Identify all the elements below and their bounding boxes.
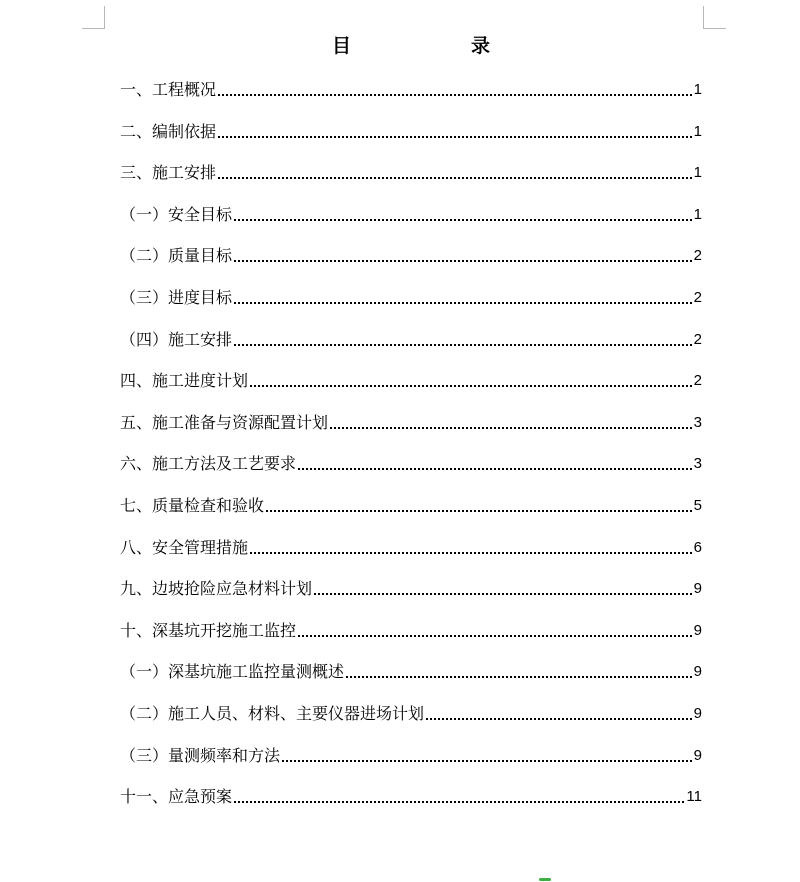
toc-dot-leader — [298, 468, 692, 470]
top-left-margin-mark — [82, 6, 105, 29]
toc-dot-leader — [234, 302, 692, 304]
toc-entry-title: （一）深基坑施工监控量测概述 — [120, 662, 345, 682]
toc-entry[interactable] — [120, 452, 702, 476]
toc-entry[interactable] — [120, 328, 702, 352]
toc-entry-page-number: 9 — [693, 705, 702, 722]
toc-entry-title: 二、编制依据 — [120, 121, 217, 141]
toc-entry[interactable] — [120, 161, 702, 185]
toc-entry-page-number: 3 — [693, 455, 702, 473]
toc-entry-page-number: 2 — [693, 289, 702, 306]
toc-entry[interactable] — [120, 369, 702, 393]
toc-entry[interactable] — [120, 536, 702, 560]
toc-entry[interactable] — [120, 286, 702, 310]
toc-entry[interactable] — [120, 744, 702, 768]
toc-dot-leader — [314, 593, 692, 595]
toc-entry-page-number: 11 — [686, 788, 702, 806]
toc-entry-title: （一）安全目标 — [120, 204, 233, 224]
toc-entry[interactable] — [120, 660, 702, 684]
toc-entry-page-number: 3 — [693, 413, 702, 431]
toc-entry-page-number: 2 — [693, 330, 702, 348]
toc-entry-title: （三）量测频率和方法 — [120, 745, 281, 765]
toc-entry-page-number: 9 — [693, 663, 702, 681]
toc-entry[interactable] — [120, 244, 702, 268]
top-right-margin-mark — [703, 6, 726, 29]
toc-entry[interactable] — [120, 785, 702, 809]
toc-entry-title: 九、边坡抢险应急材料计划 — [120, 579, 313, 599]
toc-dot-leader — [218, 136, 692, 138]
toc-entry-page-number: 5 — [693, 497, 702, 514]
toc-entry[interactable] — [120, 120, 702, 144]
toc-dot-leader — [234, 260, 692, 262]
toc-entry-page-number: 1 — [693, 81, 702, 98]
toc-entry[interactable] — [120, 619, 702, 643]
toc-dot-leader — [234, 344, 692, 346]
toc-entry-title: （二）质量目标 — [120, 246, 233, 266]
toc-dot-leader — [218, 94, 692, 96]
toc-entry-title: （二）施工人员、材料、主要仪器进场计划 — [120, 704, 425, 723]
toc-entry-page-number: 6 — [693, 538, 702, 556]
toc-dot-leader — [234, 219, 692, 221]
toc-entry-page-number: 1 — [693, 164, 702, 182]
toc-entry[interactable] — [120, 203, 702, 227]
toc-entry-page-number: 2 — [693, 372, 702, 390]
toc-entry-title: 十一、应急预案 — [120, 787, 233, 807]
toc-entry[interactable] — [120, 702, 702, 726]
toc-dot-leader — [218, 177, 692, 179]
toc-title — [120, 30, 702, 58]
toc-entry[interactable] — [120, 577, 702, 601]
toc-entry-title: 八、安全管理措施 — [120, 537, 249, 557]
toc-entry[interactable] — [120, 78, 702, 102]
toc-entry-title: 一、工程概况 — [120, 80, 217, 99]
toc-entry-title: 七、质量检查和验收 — [120, 496, 265, 515]
toc-entry-title: （三）进度目标 — [120, 288, 233, 307]
toc-entry[interactable] — [120, 411, 702, 435]
toc-entry-page-number: 1 — [693, 205, 702, 223]
cursor-marker — [539, 878, 551, 881]
toc-dot-leader — [330, 427, 692, 429]
toc-dot-leader — [298, 635, 692, 637]
toc-dot-leader — [250, 385, 692, 387]
toc-entry-title: 四、施工进度计划 — [120, 371, 249, 391]
toc-entry-title: 六、施工方法及工艺要求 — [120, 454, 297, 474]
toc-entry-page-number: 9 — [693, 621, 702, 639]
toc-dot-leader — [266, 510, 692, 512]
toc-dot-leader — [346, 676, 692, 678]
toc-title-char-2: 录 — [471, 34, 491, 57]
toc-entry-title: 五、施工准备与资源配置计划 — [120, 412, 329, 432]
toc-dot-leader — [250, 552, 692, 554]
toc-entry-title: （四）施工安排 — [120, 329, 233, 349]
toc-entry-title: 十、深基坑开挖施工监控 — [120, 620, 297, 640]
toc-entry-page-number: 2 — [693, 247, 702, 265]
toc-entry[interactable] — [120, 494, 702, 518]
toc-title-char-1: 目 — [331, 34, 351, 57]
toc-entry-page-number: 1 — [693, 122, 702, 140]
toc-dot-leader — [234, 801, 684, 803]
toc-entry-page-number: 9 — [693, 580, 702, 598]
toc-entry-page-number: 9 — [693, 746, 702, 764]
toc-entry-title: 三、施工安排 — [120, 163, 217, 183]
toc-dot-leader — [426, 718, 692, 720]
toc-dot-leader — [282, 760, 692, 762]
